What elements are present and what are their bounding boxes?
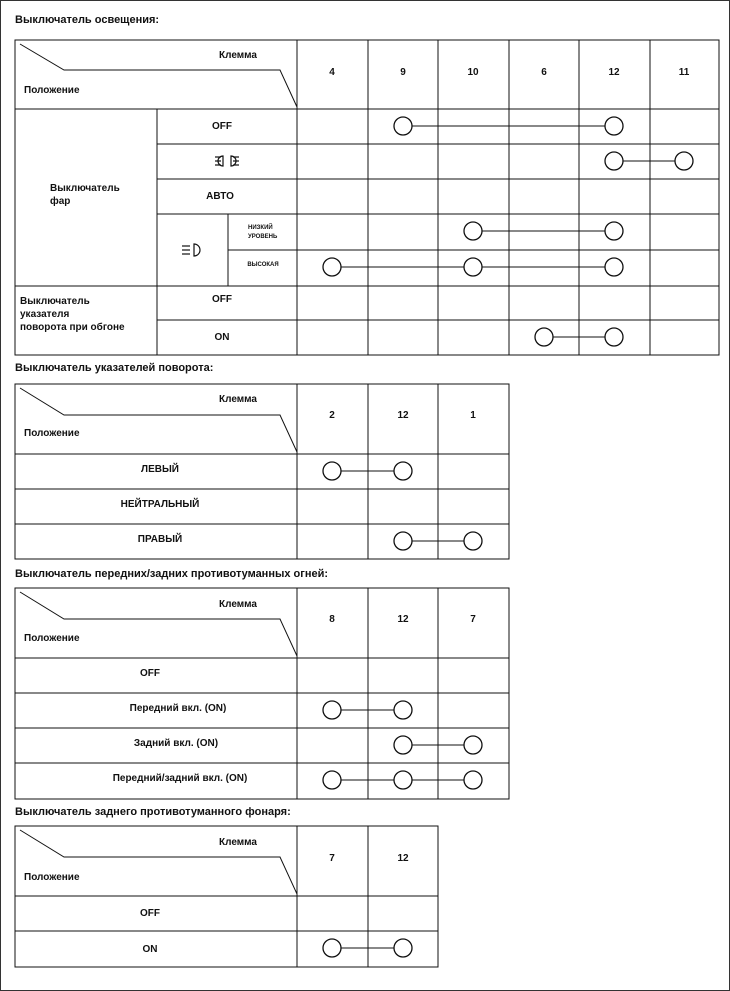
lighting-switch-rows xyxy=(20,121,279,343)
contact-point xyxy=(605,328,623,346)
terminal-label: 12 xyxy=(397,853,409,864)
terminal-label: 8 xyxy=(329,614,335,625)
terminal-label: 4 xyxy=(329,67,335,78)
group-label-headlight-line1: Выключатель xyxy=(50,183,120,194)
contact-point xyxy=(464,258,482,276)
terminal-label: 12 xyxy=(397,410,409,421)
row-label-auto: АВТО xyxy=(206,191,234,202)
low-beam-label-line1: НИЗКИЙ xyxy=(248,225,273,231)
klemma-label: Клемма xyxy=(219,50,257,61)
terminal-label: 2 xyxy=(329,410,335,421)
section-title-turn-signal-switch: Выключатель указателей поворота: xyxy=(15,362,214,374)
contact-point xyxy=(394,771,412,789)
polozhenie-label: Положение xyxy=(24,633,80,644)
contact-point xyxy=(394,117,412,135)
row-label: ON xyxy=(142,944,158,955)
contact-point xyxy=(394,939,412,957)
group-label-overtake-line2: указателя xyxy=(20,309,70,320)
klemma-label: Клемма xyxy=(219,837,257,848)
row-label: ПРАВЫЙ xyxy=(137,534,183,545)
row-label: Передний/задний вкл. (ON) xyxy=(112,773,248,784)
contact-point xyxy=(323,771,341,789)
section-title-lighting-switch: Выключатель освещения: xyxy=(15,14,160,26)
row-label: Передний вкл. (ON) xyxy=(129,703,227,714)
terminal-label: 7 xyxy=(329,853,335,864)
terminal-label: 6 xyxy=(541,67,547,78)
row-label: ЛЕВЫЙ xyxy=(141,464,179,475)
group-label-overtake-line1: Выключатель xyxy=(20,296,90,307)
terminal-label: 9 xyxy=(400,67,406,78)
overtake-on-label: ON xyxy=(214,332,230,343)
row-label: OFF xyxy=(140,908,160,919)
group-label-overtake-line3: поворота при обгоне xyxy=(20,322,125,333)
headlight-beam-icon xyxy=(182,244,200,256)
contact-point xyxy=(323,701,341,719)
row-label: НЕЙТРАЛЬНЫЙ xyxy=(120,499,200,510)
turn-signal-connections xyxy=(323,462,482,550)
terminal-label: 11 xyxy=(678,67,690,78)
contact-point xyxy=(535,328,553,346)
lighting-switch-connections xyxy=(323,117,693,346)
contact-point xyxy=(323,258,341,276)
parking-lights-icon xyxy=(215,156,239,166)
row-label-off: OFF xyxy=(212,121,232,132)
section-title-fog-lights-switch: Выключатель передних/задних противотуманных огней: xyxy=(15,568,329,580)
contact-point xyxy=(323,462,341,480)
contact-point xyxy=(605,152,623,170)
contact-point xyxy=(323,939,341,957)
terminal-label: 12 xyxy=(608,67,620,78)
contact-point xyxy=(394,736,412,754)
contact-point xyxy=(464,736,482,754)
terminal-label: 10 xyxy=(467,67,479,78)
terminal-label: 7 xyxy=(470,614,476,625)
fog-lights-table xyxy=(15,588,509,799)
section-title-rear-fog-switch: Выключатель заднего противотуманного фонаря: xyxy=(15,806,291,818)
terminal-label: 12 xyxy=(397,614,409,625)
lighting-switch-header xyxy=(24,50,690,96)
contact-point xyxy=(605,222,623,240)
fog-lights-header xyxy=(24,599,476,784)
contact-point xyxy=(464,222,482,240)
polozhenie-label: Положение xyxy=(24,85,80,96)
contact-point xyxy=(394,532,412,550)
group-label-headlight-line2: фар xyxy=(50,196,71,207)
contact-point xyxy=(605,117,623,135)
row-label: OFF xyxy=(140,668,160,679)
row-label: Задний вкл. (ON) xyxy=(133,738,219,749)
lighting-switch-table xyxy=(15,40,719,355)
contact-point xyxy=(464,771,482,789)
fog-lights-connections xyxy=(323,701,482,789)
contact-point xyxy=(394,462,412,480)
polozhenie-label: Положение xyxy=(24,872,80,883)
low-beam-label-line2: УРОВЕНЬ xyxy=(248,234,278,240)
klemma-label: Клемма xyxy=(219,599,257,610)
turn-signal-table xyxy=(15,384,509,559)
contact-point xyxy=(675,152,693,170)
contact-point xyxy=(605,258,623,276)
polozhenie-label: Положение xyxy=(24,428,80,439)
high-beam-label: ВЫСОКАЯ xyxy=(247,262,279,268)
terminal-label: 1 xyxy=(470,410,476,421)
contact-point xyxy=(394,701,412,719)
contact-point xyxy=(464,532,482,550)
overtake-off-label: OFF xyxy=(212,294,232,305)
klemma-label: Клемма xyxy=(219,394,257,405)
